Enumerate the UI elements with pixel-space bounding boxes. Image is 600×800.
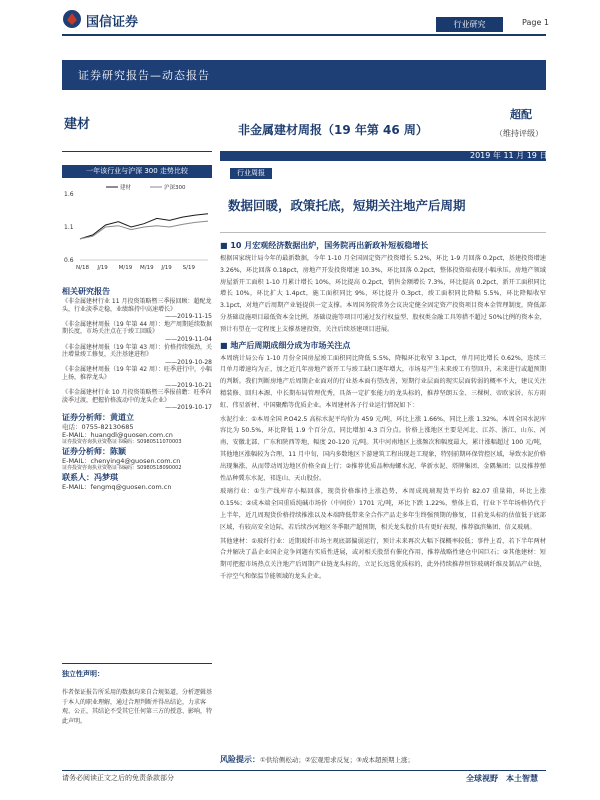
legend-label-0: 建材 — [120, 185, 132, 191]
related-title: 相关研究报告 — [62, 287, 110, 296]
section-2-text: 本周统计局公布 1-10 月份全国房屋竣工面积同比降低 5.5%，降幅环比收窄 3.1pct，单月同比增长 0.62%，连续三月单月增速均为正，加之近几年房地产新开工与竣工缺口逐年增大，市场易产生未来竣工有望回升，未来进行或超预期的判断。我们判断房地产后周期企业面对的行业基本面有望改善，短期行业层面的现实层面转弱的概率不大，建议关注精装修、回归本源、中长期布局管理优秀，具备一定扩张能力的龙头标的，推荐坚朗五金、三棵树、帝欧家居、东方雨虹、伟星新材、中国聚酯等优质企业。本周建材各子行业运行情况如下： — [220, 354, 546, 409]
risk-title — [220, 754, 414, 765]
analyst-1-name: 证券分析师：黄道立 — [62, 413, 134, 422]
rating-value: 超配 — [510, 108, 532, 121]
weekly-tag: 行业周报 — [230, 168, 272, 179]
headline-divider — [220, 232, 546, 233]
section-2-title: ■ 地产后周期成细分成为市场关注点 — [220, 340, 546, 351]
analyst-block — [62, 412, 212, 491]
x-tick-label: J/19 — [161, 265, 172, 271]
x-tick-label: M/19 — [118, 265, 133, 271]
header-divider — [62, 34, 546, 36]
related-date: ——2019-11-15 — [165, 313, 212, 321]
rating-note: （维持评级） — [495, 129, 543, 138]
analyst-1-email[interactable]: E-MAIL：huangdl@guosen.com.cn — [62, 431, 173, 439]
page-number: Page 1 — [522, 18, 549, 27]
other-text: 其他建材：①玻纤行业：近期玻纤市场主观底部偏弱运行，预计未来再次大幅下探概率较低；事件上看，若下半年两材合并解决了晶企业国企竞争问题有实质性进展，或对相关股票有催化作用，推荐战略性建仓中国巨石；②其他建材：短期可把握市场热点关注地产后周期产业链龙头标的，立足长远选优质标的，此外持续推荐恒锌玻璃纤维及制品产业链，千淳空气和保温节能领域的龙头企业。 — [220, 537, 546, 580]
analyst-2-cert: 证券投资咨询执业资格证书编码：S0980518090002 — [62, 465, 182, 471]
glass-text: 玻璃行业：①生产线库存小幅回落，现货价格维持上涨趋势，本周成琉璃现货平均价 82.07 重量箱，环比上涨 0.15%；②成本端全国重质纯碱市场价（中间价）1701 元/吨，环比下跌 1.22%，整体上看，行业下半年场格仍代于上半年，近几周现货价格持续推涨以及本端降低带来全合作产品走多年生终强预期的修复，目前龙头标的估值低于底部区域，有较高安全边际，若后续沙河地区冬季限产超预期，相关龙头股价具有更好表现，推荐旗滨集团、信义玻璃。 — [220, 488, 546, 531]
related-date: ——2019-10-28 — [165, 358, 212, 366]
risk-text: ①供给侧松动；②宏观需求反复；③成本超预期上涨； — [260, 756, 414, 764]
x-tick-label: N/18 — [76, 265, 89, 271]
sector-label: 建材 — [64, 117, 91, 132]
x-tick-label: S/19 — [182, 265, 196, 271]
headline: 数据回暖，政策托底，短期关注地产后周期 — [228, 198, 466, 213]
trend-chart — [62, 180, 212, 275]
related-date: ——2019-11-04 — [165, 335, 212, 343]
guosen-logo-icon — [62, 8, 82, 30]
risk-label: 风险提示： — [220, 755, 260, 764]
analyst-1-phone: 电话：0755-82130685 — [62, 423, 134, 431]
related-item[interactable]: 《非金属建材行业 10 月投资策略暨三季报前瞻：旺季向淡季过渡，把握价格波动中的龙头企业》 — [62, 389, 212, 404]
report-date: 2019 年 11 月 19 日 — [470, 151, 548, 160]
analyst-2-name: 证券分析师：陈颖 — [62, 447, 126, 456]
contact-name: 联系人：冯梦琪 — [62, 473, 118, 482]
analyst-2-email[interactable]: E-MAIL：chenying4@guosen.com.cn — [62, 457, 181, 465]
related-date: ——2019-10-21 — [165, 381, 212, 389]
related-date: ——2019-10-17 — [165, 404, 212, 412]
y-tick-label: 1.1 — [64, 224, 74, 231]
related-item[interactable]: 《非金属建材周报（19 年第 42 周）：旺季进行中，小幅上扬，推荐龙头》 — [62, 366, 212, 381]
disclaimer-text: 作者保证报告所采用的数据均来自合规渠道，分析逻辑基于本人的职业理解，通过合理判断并得出结论，力求客观、公正，其结论不受其它任何第三方的授意、影响，特此声明。 — [62, 689, 213, 725]
section-1-text: 根据国家统计局今年的最新数据，今年 1-10 月全国固定资产投资增长 5.2%，环比 1-9 月回落 0.2pct，基建投资增速 3.26%，环比回落 0.18pct，房地产开发投资增速 10.3%，环比回落 0.2pct，整体投资端表现小幅承压。房地产领域房屋新开工面积 1-10 月累计增长 10%，环比提高 0.2pct，销售金额增长 7.3%，环比提高 0.2pct，新开工面积同比增长 10%，环比扩大 1.4pct，施工面积同比 9%，环比提升 0.3pct，竣工面积同比降幅 5.5%，环比降幅收窄 3.1pct，对地产后周期产业链提供一定支撑。本周国务院常务会议决定健全固定资产投资项目资本金管理制度，降低部分基础设施项目最低资本金比例，基础设施等项目可通过发行权益型、股权类金融工具筹措不超过 50%比例的资本金，预计有望在一定程度上支撑基建投资，关注后续基建项目进展。 — [220, 255, 546, 333]
report-title: 非金属建材周报（19 年第 46 周） — [238, 123, 428, 137]
footer-slogan: 全球视野 本土智慧 — [466, 774, 538, 783]
disclaimer-title: 独立性声明： — [62, 670, 104, 678]
left-divider — [62, 151, 212, 152]
header-tag: 行业研究 — [436, 17, 503, 32]
y-tick-label: 0.6 — [64, 257, 74, 264]
cement-text: 水泥行业：①本周全国 P.O42.5 高标水泥平均价为 459 元/吨，环比上涨 1.66%，同比上涨 1.32%。本周全国水泥库容比为 50.5%，环比降低 1.9 个百分点，同比增加 4.3 百分点。价格上涨地区主要是河北、江苏、浙江、山东、河南、安徽北部、广东和陕西等地，幅度 20-120 元/吨。其中河南地区上涨频次和幅度最大，累计涨幅超过 100 元/吨，其他地区涨幅较为合理，11 月中旬，国内多数地区下游建筑工程出现赶工现象，特别前期环保管控区域，导致水泥价格出现集涨，从而带动周边地区价格全面上行；②推荐优质品种海螺水泥、华新水泥、塔牌集团、金隅集团；以及推荐弹性品种冀东水泥、祁连山、天山股份。 — [220, 415, 546, 482]
footer-notice: 请务必阅读正文之后的免责条款部分 — [62, 774, 174, 782]
contact-email[interactable]: E-MAIL：fengmq@guosen.com.cn — [62, 483, 172, 491]
related-item[interactable]: 《非金属建材周报（19 年第 44 周）：地产周期延续数据期长度，市场关注点在于竣工回暖》 — [62, 320, 212, 336]
x-tick-label: M/19 — [140, 265, 154, 271]
main-content — [220, 240, 546, 583]
analyst-1-cert: 证券投资咨询执业资格证书编码：S0980511070003 — [62, 439, 182, 445]
y-tick-label: 1.6 — [64, 191, 74, 198]
x-tick-label: J/19 — [97, 265, 108, 271]
legend-label-1: 沪深300 — [164, 185, 186, 191]
chart-title: 一年该行业与沪深 300 走势比较 — [62, 165, 212, 178]
related-list — [62, 298, 212, 412]
band-title: 证券研究报告—动态报告 — [78, 69, 210, 82]
related-item[interactable]: 《非金属建材周报（19 年第 43 周）：价格持续强劲，关注增量竣工修复，关注基建进程》 — [62, 343, 212, 359]
related-item[interactable]: 《非金属建材行业 11 月投资策略暨三季报回顾：超配龙头，行业淡季走稳，业绩维持中高速增长》 — [62, 298, 212, 313]
footer-divider — [62, 770, 546, 771]
series-line-0 — [80, 214, 208, 239]
section-1-title: ■ 10 月宏观经济数据出炉，国务院再出新政补短板稳增长 — [220, 240, 546, 251]
brand-name: 国信证券 — [86, 15, 139, 30]
